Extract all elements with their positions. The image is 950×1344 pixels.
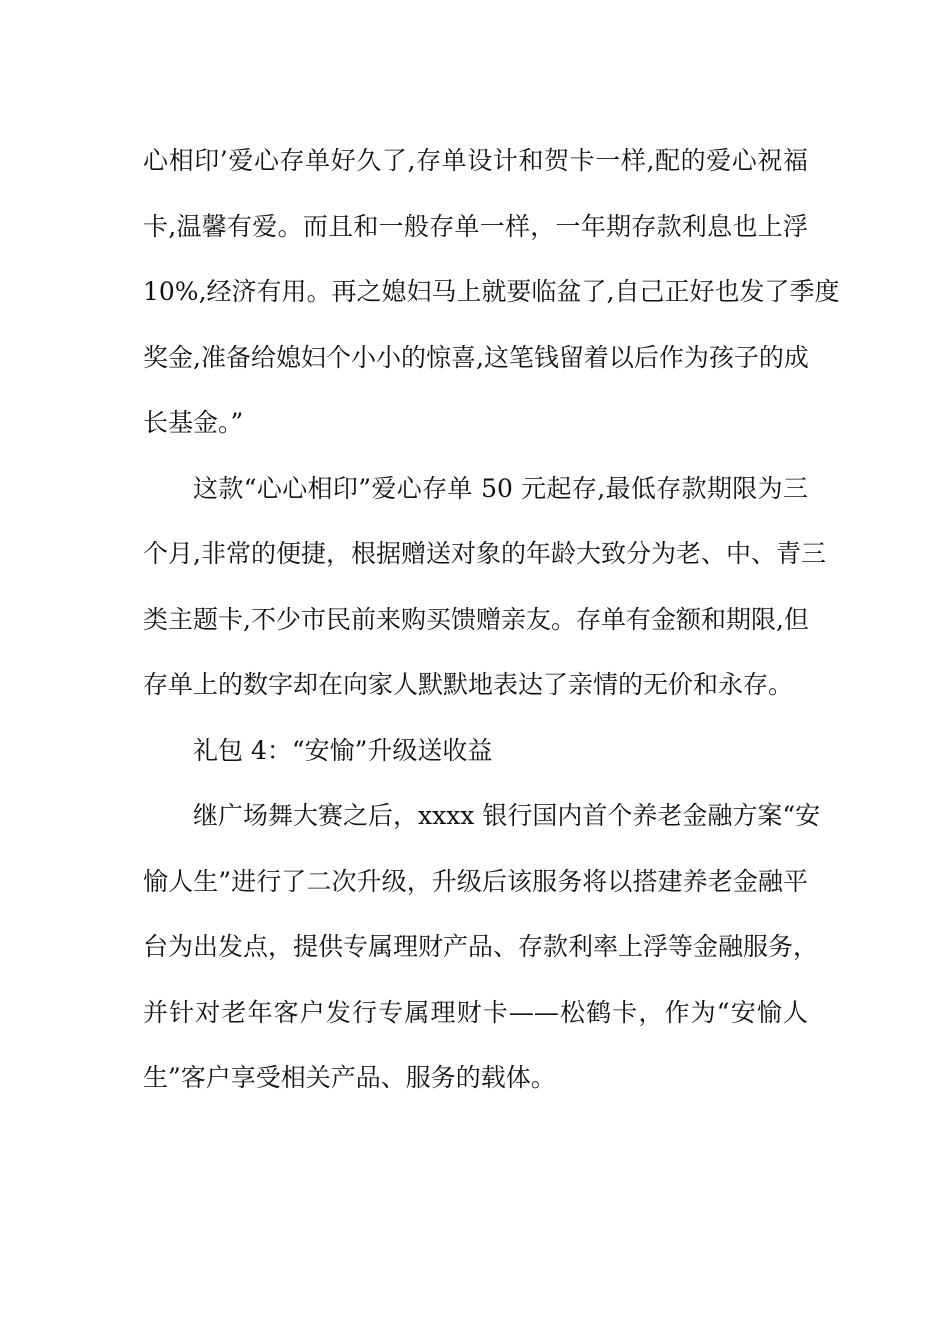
- text-line: 台为出发点，提供专属理财产品、存款利率上浮等金融服务，: [143, 932, 819, 961]
- document-body: [143, 128, 840, 1111]
- text-line: 类主题卡,不少市民前来购买馈赠亲友。存单有金额和期限,但: [143, 604, 809, 634]
- text-line: 生”客户享受相关产品、服务的载体。: [143, 1063, 556, 1092]
- text-line: 愉人生”进行了二次升级，升级后该服务将以搭建养老金融平: [143, 866, 808, 896]
- text-line: 长基金。”: [143, 408, 244, 437]
- paragraph-first-line: 这款“心心相印”爱心存单 50 元起存,最低存款期限为三: [193, 473, 808, 503]
- text-line: 并针对老年客户发行专属理财卡——松鹤卡，作为“安愉人: [143, 997, 808, 1027]
- text-line: 10%,经济有用。再之媳妇马上就要临盆了,自己正好也发了季度: [143, 277, 840, 306]
- text-line: 个月,非常的便捷，根据赠送对象的年龄大致分为老、中、青三: [143, 539, 826, 568]
- paragraph-first-line: 继广场舞大赛之后，xxxx 银行国内首个养老金融方案“安: [193, 801, 821, 830]
- text-line: 奖金,准备给媳妇个小小的惊喜,这笔钱留着以后作为孩子的成: [143, 342, 809, 372]
- section-heading: 礼包 4：“安愉”升级送收益: [193, 735, 493, 765]
- text-line: 存单上的数字却在向家人默默地表达了亲情的无价和永存。: [143, 670, 794, 699]
- text-line: 卡,温馨有爱。而且和一般存单一样，一年期存款利息也上浮: [143, 211, 808, 241]
- text-line: 心相印’爱心存单好久了,存单设计和贺卡一样,配的爱心祝福: [143, 146, 808, 175]
